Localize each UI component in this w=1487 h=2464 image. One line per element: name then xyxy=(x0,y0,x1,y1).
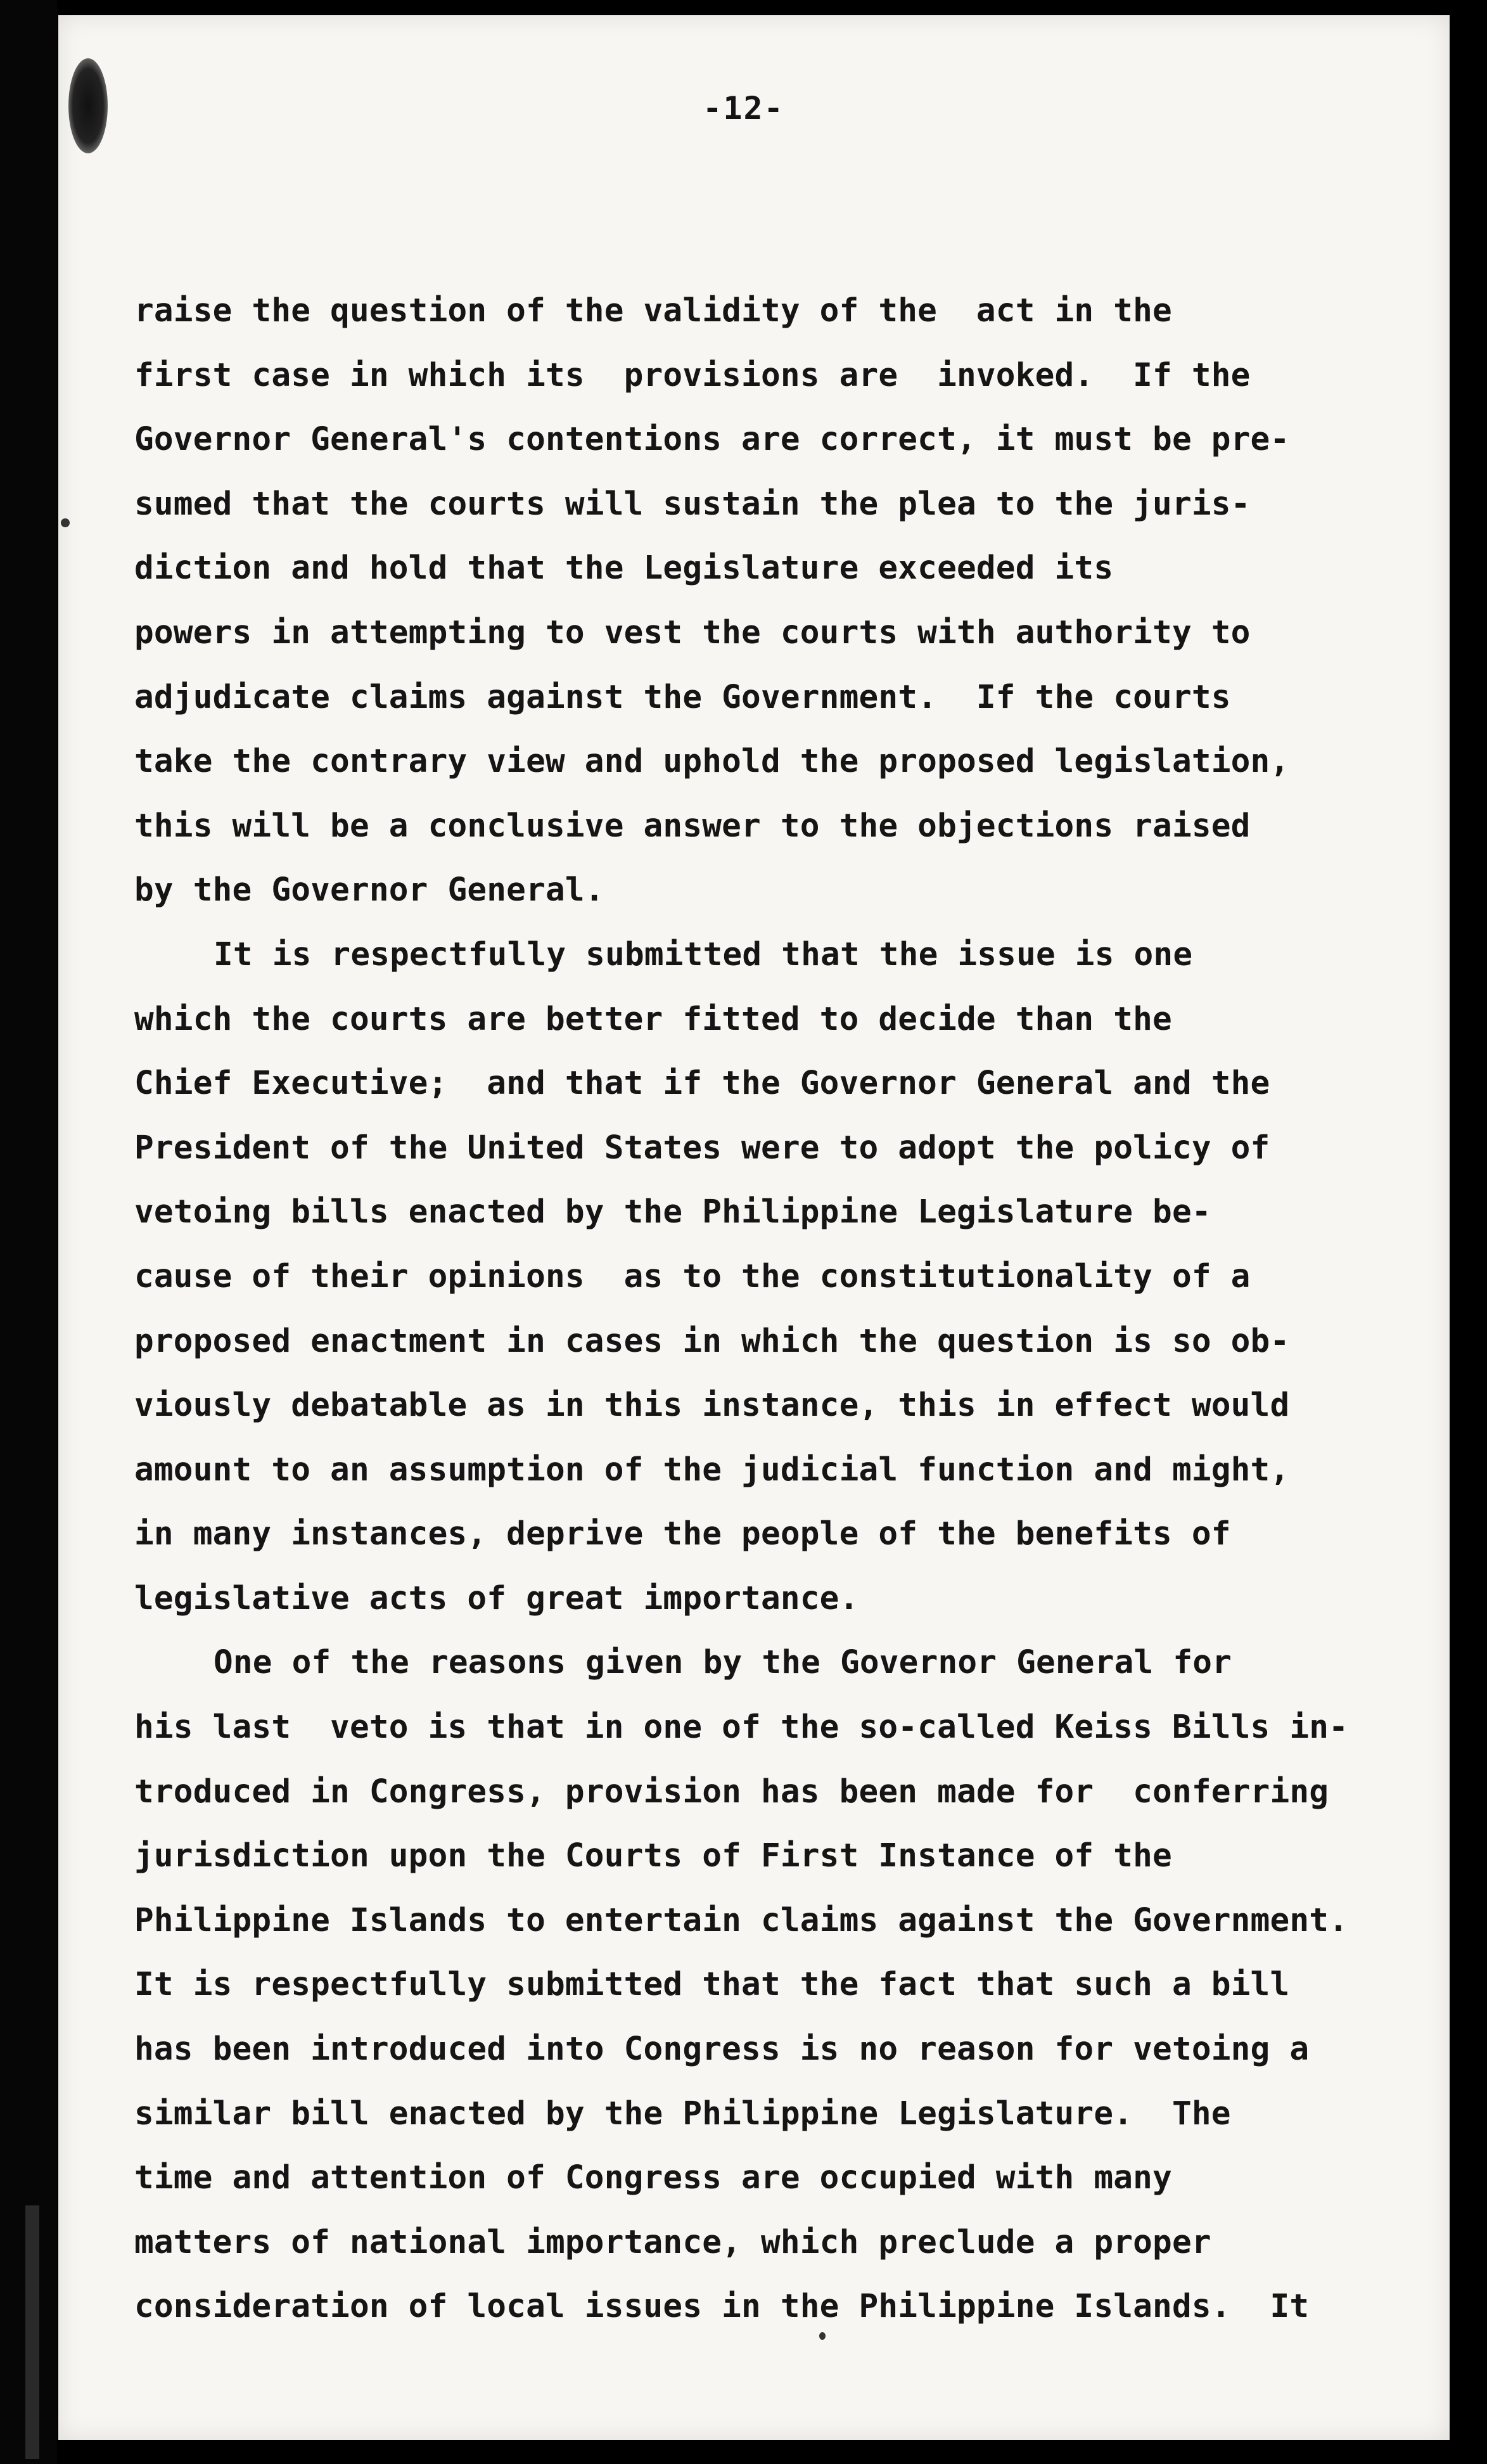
text-line: powers in attempting to vest the courts with authority to xyxy=(134,613,1251,651)
text-line: this will be a conclusive answer to the objections raised xyxy=(134,807,1251,845)
ink-speck xyxy=(61,518,70,527)
text-line: diction and hold that the Legislature exceeded its xyxy=(134,549,1114,587)
text-line: matters of national importance, which preclude a proper xyxy=(134,2223,1211,2261)
text-line: raise the question of the validity of the act in the xyxy=(134,292,1172,330)
text-line: take the contrary view and uphold the proposed legislation, xyxy=(134,743,1290,781)
paragraph-first-line: It is respectfully submitted that the issue is one xyxy=(214,935,1193,973)
text-line: similar bill enacted by the Philippine Legislature. The xyxy=(134,2095,1231,2133)
text-line: Chief Executive; and that if the Governor General and the xyxy=(134,1065,1270,1103)
text-line: Governor General's contentions are correct, it must be pre- xyxy=(134,421,1290,459)
scan-border-strip xyxy=(25,2205,39,2459)
text-line: Philippine Islands to entertain claims against the Government. xyxy=(134,1901,1349,1939)
text-line: proposed enactment in cases in which the question is so ob- xyxy=(134,1322,1290,1360)
text-line: jurisdiction upon the Courts of First Instance of the xyxy=(134,1837,1172,1875)
text-line: vetoing bills enacted by the Philippine Legislature be- xyxy=(134,1193,1211,1231)
text-line: consideration of local issues in the Philippine Islands. It xyxy=(134,2288,1310,2326)
text-line: in many instances, deprive the people of the benefits of xyxy=(134,1515,1231,1553)
text-line: amount to an assumption of the judicial function and might, xyxy=(134,1451,1290,1489)
text-line: cause of their opinions as to the constitutionality of a xyxy=(134,1257,1251,1295)
text-line: time and attention of Congress are occupied with many xyxy=(134,2159,1172,2197)
text-line: sumed that the courts will sustain the plea to the juris- xyxy=(134,485,1251,523)
paragraph-first-line: One of the reasons given by the Governor General for xyxy=(214,1644,1232,1682)
page-number: -12- xyxy=(703,90,784,127)
text-line: legislative acts of great importance. xyxy=(134,1579,859,1617)
text-line: first case in which its provisions are invoked. If the xyxy=(134,356,1251,394)
text-line: adjudicate claims against the Government. If the courts xyxy=(134,678,1231,716)
text-line: by the Governor General. xyxy=(134,871,604,909)
text-line: which the courts are better fitted to decide than the xyxy=(134,1000,1172,1038)
text-line: It is respectfully submitted that the fact that such a bill xyxy=(134,1966,1290,2004)
body-text xyxy=(134,279,1376,2339)
text-line: has been introduced into Congress is no reason for vetoing a xyxy=(134,2031,1310,2069)
text-line: viously debatable as in this instance, this in effect would xyxy=(134,1387,1290,1425)
text-line: his last veto is that in one of the so-called Keiss Bills in- xyxy=(134,1709,1349,1747)
text-line: troduced in Congress, provision has been made for conferring xyxy=(134,1773,1329,1811)
scan-border-left xyxy=(0,0,57,2464)
text-line: President of the United States were to adopt the policy of xyxy=(134,1129,1270,1167)
